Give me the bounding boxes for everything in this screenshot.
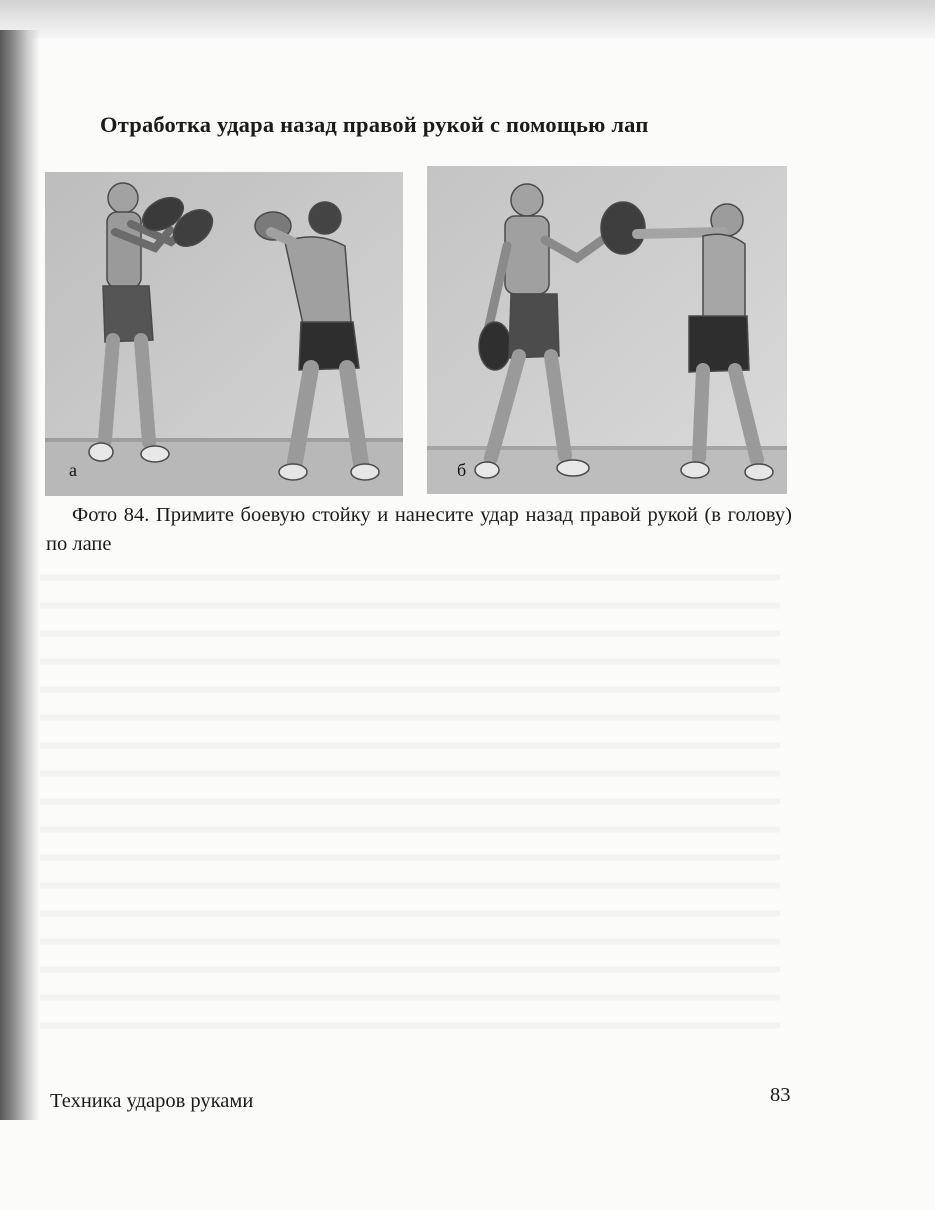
- scan-top-shadow: [0, 0, 935, 38]
- bleed-through-texture: [40, 560, 780, 1030]
- photo-caption: Фото 84. Примите боевую стойку и нанесите удар назад правой рукой (в голову) по лапе: [46, 504, 792, 555]
- photo-b: [427, 166, 787, 494]
- running-footer-section: Техника ударов руками: [50, 1090, 254, 1112]
- photo-b-label: б: [457, 460, 467, 480]
- page-number: 83: [770, 1084, 791, 1106]
- scan-spine-shadow: [0, 30, 40, 1120]
- photo-a: [45, 172, 403, 496]
- section-heading: Отработка удара назад правой рукой с помощью лап: [100, 112, 649, 137]
- photo-a-label: а: [69, 460, 77, 480]
